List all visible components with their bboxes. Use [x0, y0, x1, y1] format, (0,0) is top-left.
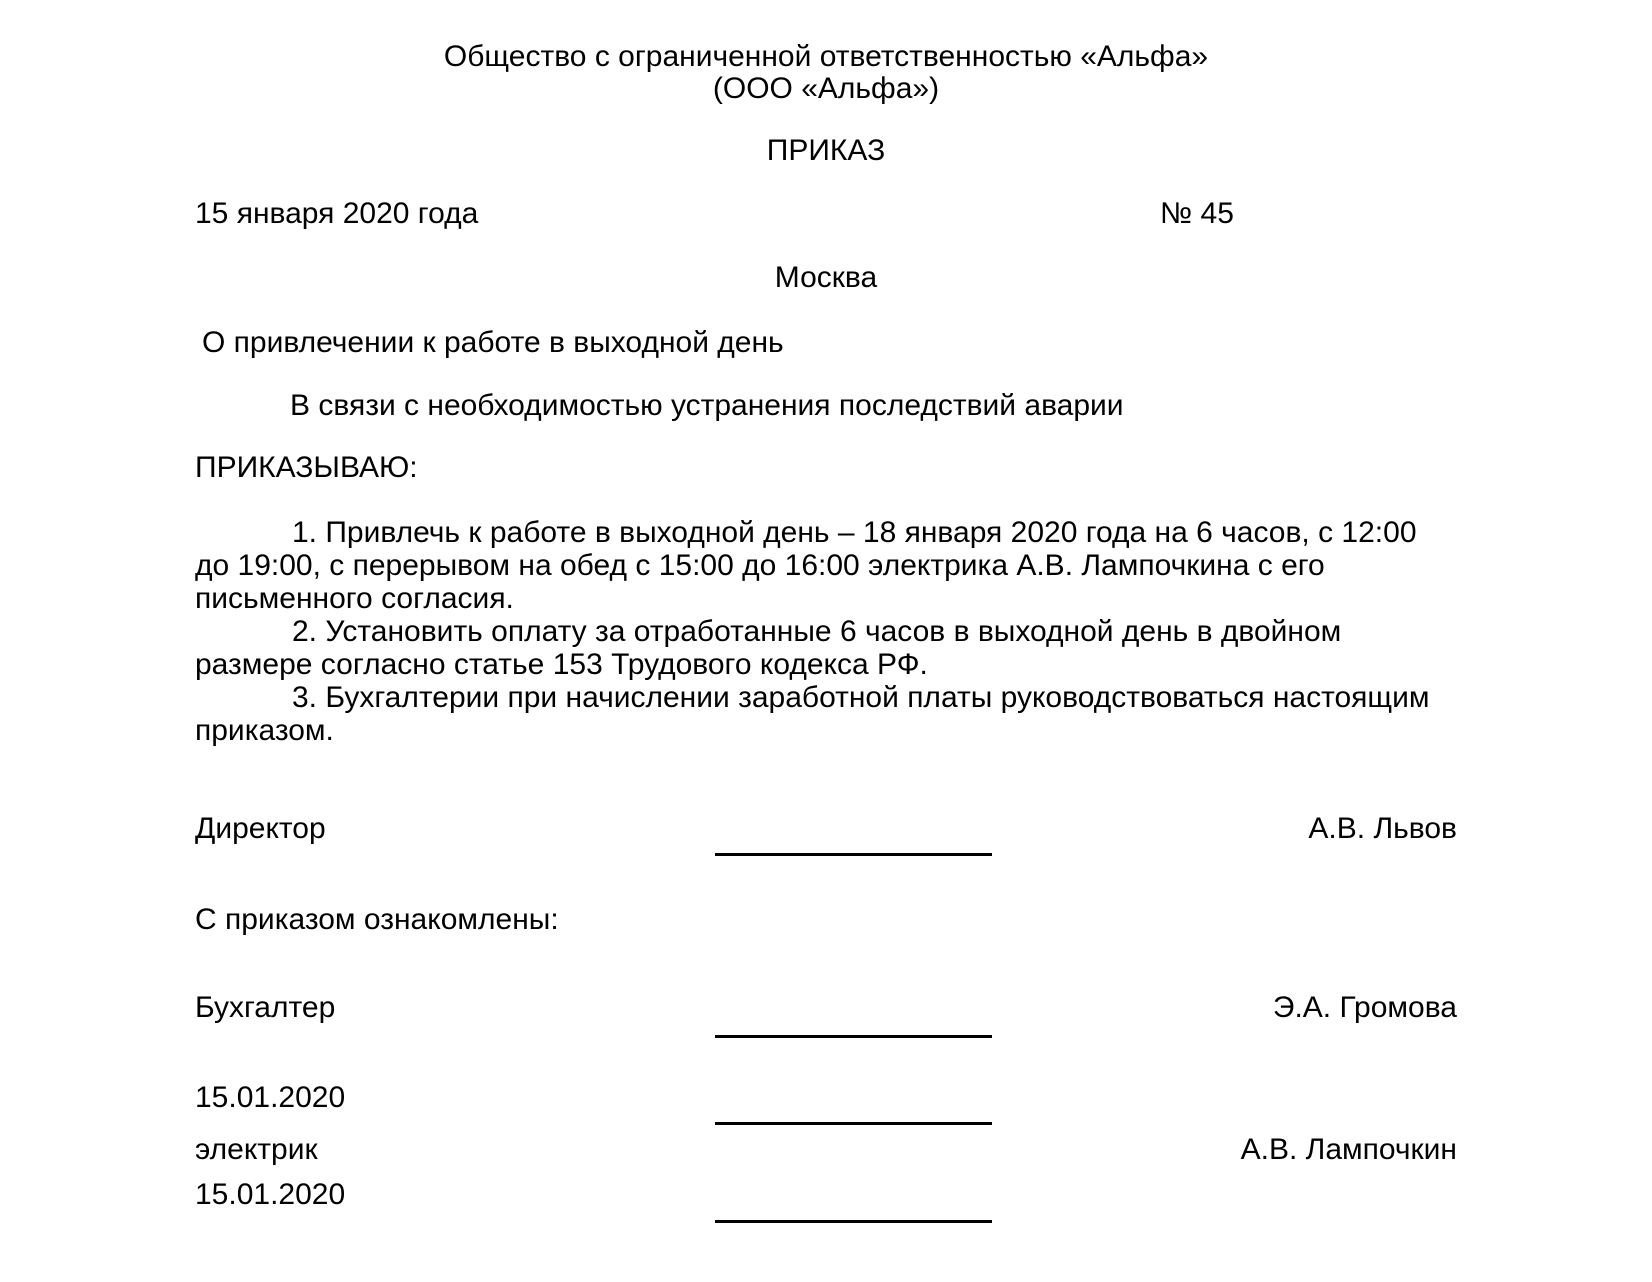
order-item-3: 3. Бухгалтерии при начислении заработной платы руководствоваться настоящим приказом.	[195, 681, 1430, 747]
accountant-label: Бухгалтер	[195, 991, 336, 1024]
acknowledged-heading: С приказом ознакомлены:	[195, 903, 559, 936]
electrician-name: А.В. Лампочкин	[1240, 1133, 1457, 1166]
city-name: Москва	[774, 261, 878, 294]
company-name: Общество с ограниченной ответственностью «Альфа»	[443, 40, 1209, 73]
order-keyword: ПРИКАЗЫВАЮ:	[195, 451, 418, 484]
document-number: № 45	[1160, 197, 1234, 230]
electrician-label: электрик	[195, 1133, 318, 1166]
company-short-name: (ООО «Альфа»)	[712, 72, 940, 105]
director-label: Директор	[195, 812, 326, 845]
preamble-text: В связи с необходимостью устранения последствий аварии	[290, 389, 1124, 422]
accountant-name: Э.А. Громова	[1272, 991, 1457, 1024]
order-item-2: 2. Установить оплату за отработанные 6 часов в выходной день в двойном размере согласно статье 153 Трудового кодекса РФ.	[195, 615, 1342, 681]
order-items	[195, 516, 1457, 747]
document-date: 15 января 2020 года	[195, 197, 479, 230]
director-signature-line	[715, 853, 992, 856]
bottom-signature-line	[715, 1220, 992, 1223]
accountant-sign-date: 15.01.2020	[195, 1081, 346, 1114]
order-item-1: 1. Привлечь к работе в выходной день – 18 января 2020 года на 6 часов, с 12:00 до 19:00, с перерывом на обед с 15:00 до 16:00 электрика А.В. Лампочкина с его письменного согласия.	[195, 516, 1417, 615]
document-title: ПРИКАЗ	[766, 134, 886, 167]
subject-line: О привлечении к работе в выходной день	[202, 326, 784, 359]
director-name: А.В. Львов	[1308, 812, 1457, 845]
electrician-signature-line	[715, 1122, 992, 1125]
director-signature-row	[195, 812, 1457, 845]
accountant-signature-row	[195, 991, 1457, 1024]
date-number-row	[195, 197, 1457, 230]
accountant-signature-line	[715, 1035, 992, 1038]
electrician-signature-row	[195, 1133, 1457, 1166]
electrician-sign-date: 15.01.2020	[195, 1178, 346, 1211]
